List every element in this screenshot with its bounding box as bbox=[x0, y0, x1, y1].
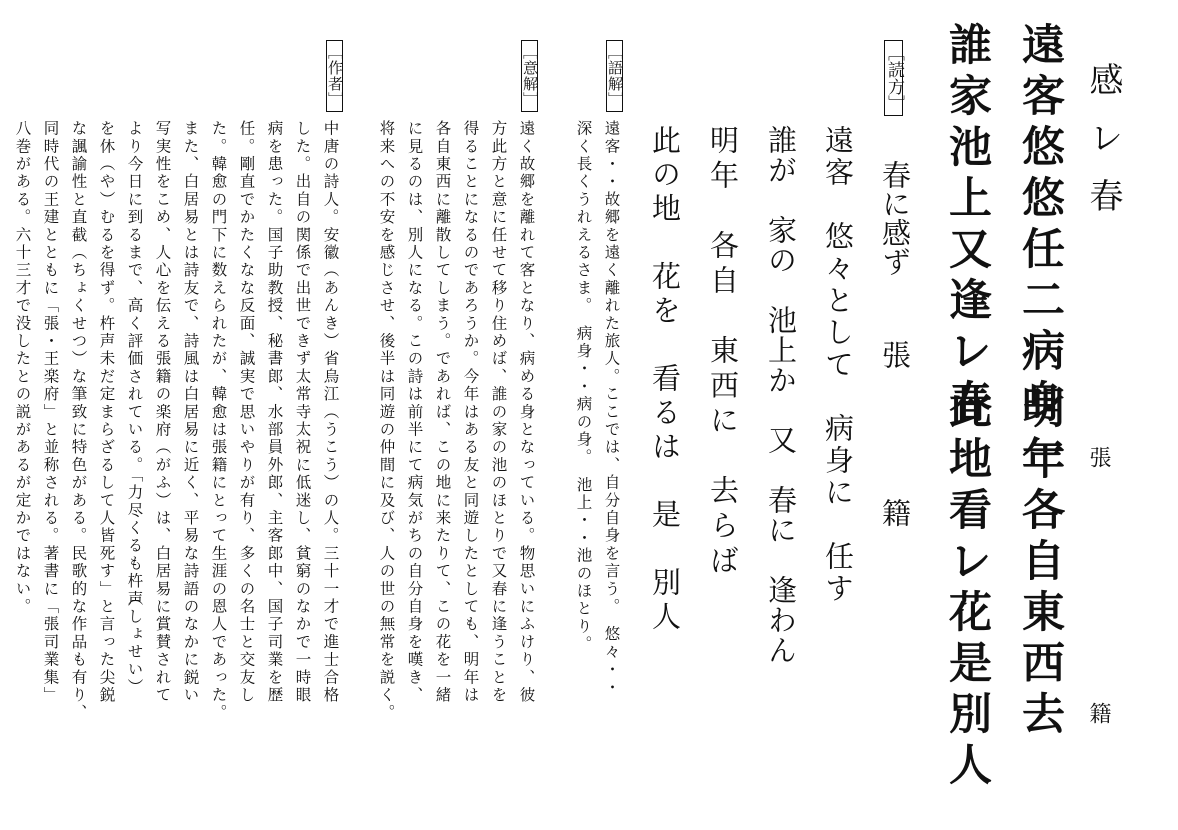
meaning-line-5: に見るのは、別人になる。この詩は前半にて病気がちの自分自身を嘆き、 bbox=[405, 120, 424, 705]
poem-line-2: 誰家池上又逢レ春 bbox=[942, 22, 992, 430]
poem-author: 張 籍 bbox=[1086, 446, 1111, 830]
meaning-line-4: 各自東西に離散してしまう。であれば、この地に来たりて、この花を一緒 bbox=[433, 120, 452, 705]
author-note-line-11: 同時代の王建とともに「張・王楽府」と並称される。著書に「張司業集」 bbox=[41, 120, 60, 705]
reading-line-2: 誰が 家の 池上か 又 春に 逢わん bbox=[764, 125, 798, 665]
author-note-line-7: 写実性をこめ、人心を伝える張籍の楽府（がふ）は、白居易に賞賛されて bbox=[153, 120, 172, 705]
author-note-line-10: な諷諭性と直截（ちょくせつ）な筆致に特色がある。民歌的な作品も有り、 bbox=[69, 120, 88, 722]
meaning-line-6: 将来への不安を感じさせ、後半は同遊の仲間に及び、人の世の無常を説く。 bbox=[377, 120, 396, 722]
reading-line-1: 遠客 悠々として 病身に 任す bbox=[821, 125, 855, 605]
reading-author: 張 籍 bbox=[878, 340, 912, 577]
poem-title: 感レ春 bbox=[1083, 62, 1123, 236]
author-note-line-2: した。出自の関係で出世できず太常寺太祝に低迷し、貧窮のなかで一時眼 bbox=[293, 120, 312, 705]
reading-label: ［読方］ bbox=[884, 40, 903, 116]
poem-line-4: 此地看レ花是別人 bbox=[942, 385, 992, 793]
author-note-line-9: を休（や）むるを得ず。杵声未だ定まらざるして人皆死す」と言った尖鋭 bbox=[97, 120, 116, 705]
glossary-line-1: 遠客・・故郷を遠く離れた旅人。ここでは、自分自身を言う。 悠々・・ bbox=[602, 120, 621, 697]
reading-title: 春に感ず bbox=[878, 160, 912, 276]
poem-line-3: 明年各自東西去 bbox=[1015, 385, 1065, 742]
glossary-label: ［語解］ bbox=[606, 40, 623, 112]
glossary-line-2: 深く長くうれえるさま。 病身・・病の身。 池上・・池のほとり。 bbox=[574, 120, 593, 654]
author-note-line-4: 任。剛直でかたくなな反面、誠実で思いやりが有り、多くの名士と交友し bbox=[237, 120, 256, 705]
author-note-line-8: より今日に到るまで、高く評価されている。「力尽くるも杵声 bbox=[125, 120, 144, 608]
meaning-line-2: 方此方と意に任せて移り住めば、誰の家の池のほとりで又春に逢うことを bbox=[489, 120, 508, 705]
reading-line-4: 此の地 花を 看るは 是 別人 bbox=[648, 125, 682, 635]
meaning-line-3: 得ることになるのであろうか。今年はある友と同遊したとしても、明年は bbox=[461, 120, 480, 705]
author-note-line-12: 八巻がある。六十三才で没したとの説があるが定かではない。 bbox=[13, 120, 32, 616]
author-note-line-8-tail: （しょせい） bbox=[125, 590, 144, 697]
reading-line-3: 明年 各自 東西に 去らば bbox=[706, 125, 740, 580]
author-note-line-6: また、白居易とは詩友で、詩風は白居易に近く、平易な詩語のなかに鋭い bbox=[181, 120, 200, 705]
meaning-label: ［意解］ bbox=[521, 40, 538, 112]
author-note-line-5: た。韓愈の門下に数えられたが、韓愈は張籍にとって生涯の恩人であった。 bbox=[209, 120, 228, 722]
meaning-line-1: 遠く故郷を離れて客となり、病める身となっている。物思いにふけり、彼 bbox=[517, 120, 536, 705]
poem-line-1: 遠客悠悠任二病身一 bbox=[1015, 22, 1065, 481]
author-note-line-3: 病を患った。国子助教授、秘書郎、水部員外郎、主客郎中、国子司業を歴 bbox=[265, 120, 284, 705]
author-note-line-1: 中唐の詩人。安徽（あんき）省烏江（うこう）の人。三十一才で進士合格 bbox=[321, 120, 340, 705]
author-note-label: ［作者］ bbox=[326, 40, 343, 112]
